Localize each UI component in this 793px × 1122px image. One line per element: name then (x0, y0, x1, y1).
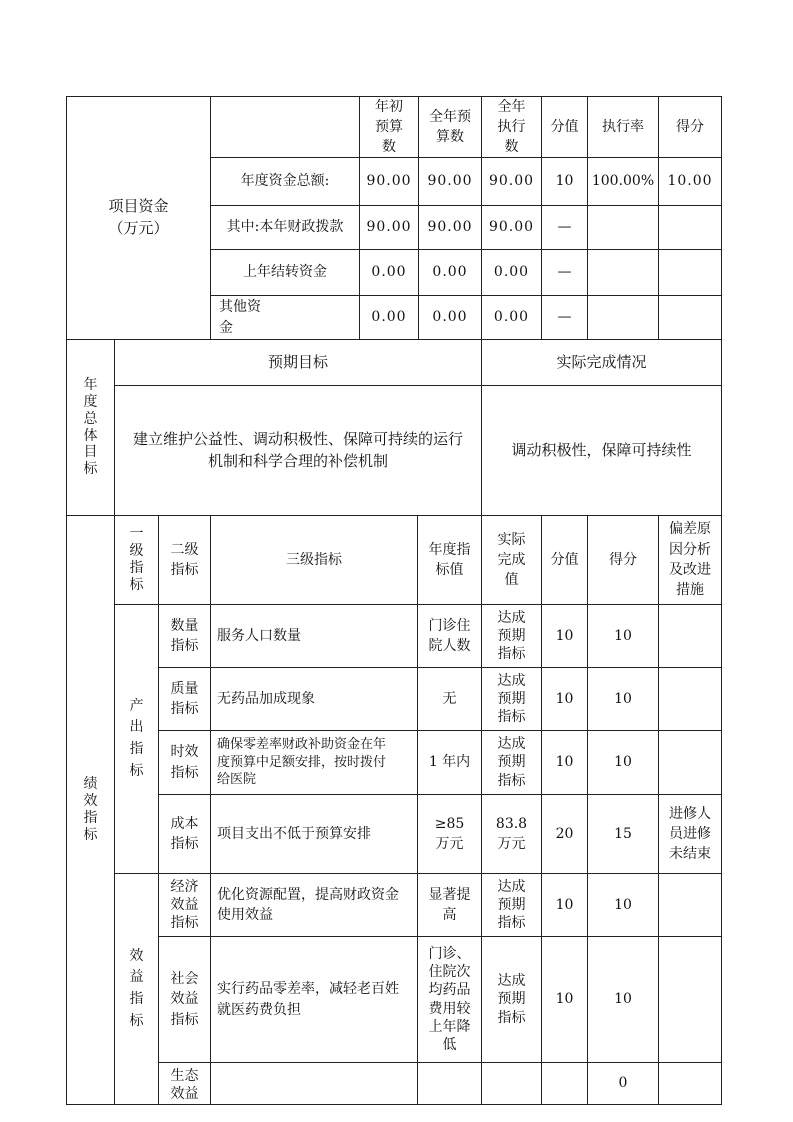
perf-row-actual: 达成 预期 指标 (481, 873, 542, 937)
perf-row-level2: 生态 效益 (158, 1062, 211, 1105)
funds-cell-score-value: — (541, 205, 588, 250)
funds-row-label: 上年结转资金 (210, 249, 360, 296)
perf-row-actual: 83.8 万元 (481, 794, 542, 874)
funds-row-label: 其中:本年财政拨款 (210, 205, 360, 250)
perf-header-level1: 一级指标 (114, 515, 159, 605)
perf-row-target: ≥85 万元 (417, 794, 482, 874)
perf-row-target: 门诊、 住院次 均药品 费用较 上年降 低 (417, 936, 482, 1063)
perf-row-level3: 实行药品零差率，减轻老百姓 就医药费负担 (210, 936, 418, 1063)
perf-row-level2: 社会 效益 指标 (158, 936, 211, 1063)
funds-cell-score-value: — (541, 295, 588, 340)
funds-cell-score-value: 10 (541, 157, 588, 206)
perf-row-deviation (658, 667, 722, 731)
funds-cell-rate: 100.00% (587, 157, 659, 206)
funds-header-annual: 全年预 算数 (418, 96, 482, 158)
funds-label: 项目资金 （万元） (66, 96, 211, 340)
perf-row-score: 10 (587, 667, 659, 731)
perf-row-deviation (658, 1062, 722, 1105)
perf-row-score-value: 10 (541, 730, 588, 795)
perf-row-deviation (658, 873, 722, 937)
perf-row-actual: 达成 预期 指标 (481, 667, 542, 731)
funds-header-rate: 执行率 (587, 96, 659, 158)
funds-cell-executed: 0.00 (481, 249, 542, 296)
funds-cell-initial: 90.00 (359, 205, 419, 250)
perf-header-level3: 三级指标 (210, 515, 418, 605)
perf-row-score-value: 10 (541, 604, 588, 668)
perf-row-deviation (658, 604, 722, 668)
perf-row-level2: 经济 效益 指标 (158, 873, 211, 937)
funds-row-label: 其他资 金 (210, 295, 360, 340)
funds-cell-score (658, 295, 722, 340)
perf-row-level3: 服务人口数量 (210, 604, 418, 668)
perf-row-target: 门诊住 院人数 (417, 604, 482, 668)
perf-header-score-value: 分值 (541, 515, 588, 605)
perf-header-deviation: 偏差原 因分析 及改进 措施 (658, 515, 722, 605)
goals-expected-text: 建立维护公益性、调动积极性、保障可持续的运行 机制和科学合理的补偿机制 (114, 385, 482, 516)
perf-row-level3: 确保零差率财政补助资金在年 度预算中足额安排，按时拨付 给医院 (210, 730, 418, 795)
perf-header-actual: 实际 完成 值 (481, 515, 542, 605)
perf-row-target: 无 (417, 667, 482, 731)
perf-row-level3: 无药品加成现象 (210, 667, 418, 731)
perf-row-score: 0 (587, 1062, 659, 1105)
funds-cell-annual: 0.00 (418, 295, 482, 340)
funds-cell-initial: 0.00 (359, 295, 419, 340)
funds-cell-rate (587, 295, 659, 340)
perf-header-level2: 二级 指标 (158, 515, 211, 605)
funds-cell-initial: 0.00 (359, 249, 419, 296)
perf-row-actual: 达成 预期 指标 (481, 936, 542, 1063)
perf-row-target: 显著提 高 (417, 873, 482, 937)
funds-cell-initial: 90.00 (359, 157, 419, 206)
perf-row-actual: 达成 预期 指标 (481, 730, 542, 795)
goals-actual-header: 实际完成情况 (481, 339, 722, 386)
perf-row-score: 10 (587, 730, 659, 795)
funds-cell-annual: 90.00 (418, 157, 482, 206)
funds-cell-score (658, 205, 722, 250)
perf-row-deviation (658, 936, 722, 1063)
perf-row-score-value: 20 (541, 794, 588, 874)
funds-header-score-value: 分值 (541, 96, 588, 158)
funds-header-initial: 年初 预算 数 (359, 96, 419, 158)
goals-label: 年度总体目标 (66, 339, 115, 516)
perf-row-level3 (210, 1062, 418, 1105)
funds-header-score: 得分 (658, 96, 722, 158)
perf-header-target: 年度指 标值 (417, 515, 482, 605)
perf-row-target: 1 年内 (417, 730, 482, 795)
funds-row-label: 年度资金总额: (210, 157, 360, 206)
funds-header-executed: 全年 执行 数 (481, 96, 542, 158)
perf-group-benefit: 效益指标 (114, 873, 159, 1105)
funds-cell-rate (587, 205, 659, 250)
perf-row-deviation (658, 730, 722, 795)
perf-row-level2: 数量 指标 (158, 604, 211, 668)
funds-cell-annual: 0.00 (418, 249, 482, 296)
perf-header-score: 得分 (587, 515, 659, 605)
funds-cell-executed: 90.00 (481, 205, 542, 250)
perf-row-level2: 时效 指标 (158, 730, 211, 795)
perf-row-score: 10 (587, 936, 659, 1063)
perf-row-level2: 质量 指标 (158, 667, 211, 731)
funds-cell-executed: 0.00 (481, 295, 542, 340)
perf-row-actual: 达成 预期 指标 (481, 604, 542, 668)
perf-row-level3: 项目支出不低于预算安排 (210, 794, 418, 874)
performance-label: 绩效指标 (66, 515, 115, 1105)
funds-cell-score-value: — (541, 249, 588, 296)
goals-expected-header: 预期目标 (114, 339, 482, 386)
perf-row-target (417, 1062, 482, 1105)
funds-cell-rate (587, 249, 659, 296)
perf-row-deviation: 进修人 员进修 未结束 (658, 794, 722, 874)
perf-row-score-value (541, 1062, 588, 1105)
goals-actual-text: 调动积极性，保障可持续性 (481, 385, 722, 516)
funds-cell-score (658, 249, 722, 296)
perf-row-score-value: 10 (541, 873, 588, 937)
funds-header-blank (210, 96, 360, 158)
perf-row-score: 15 (587, 794, 659, 874)
perf-row-score-value: 10 (541, 936, 588, 1063)
funds-cell-annual: 90.00 (418, 205, 482, 250)
funds-cell-score: 10.00 (658, 157, 722, 206)
perf-row-level2: 成本 指标 (158, 794, 211, 874)
perf-row-score: 10 (587, 873, 659, 937)
perf-group-output: 产出指标 (114, 604, 159, 874)
perf-row-score-value: 10 (541, 667, 588, 731)
perf-row-actual (481, 1062, 542, 1105)
funds-cell-executed: 90.00 (481, 157, 542, 206)
perf-row-level3: 优化资源配置，提高财政资金 使用效益 (210, 873, 418, 937)
perf-row-score: 10 (587, 604, 659, 668)
